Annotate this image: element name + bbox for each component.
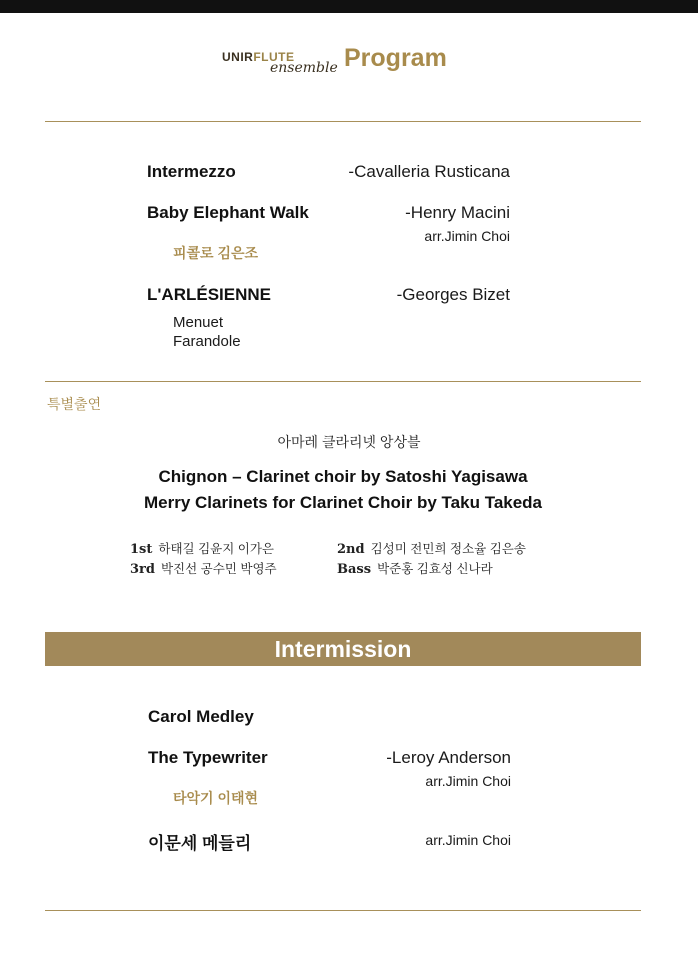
member-names-bass: 박준홍 김효성 신나라 — [377, 562, 493, 576]
piece-arranger-typewriter: arr.Jimin Choi — [425, 773, 511, 789]
divider-special — [45, 381, 641, 382]
piece-title-larlesienne: L'ARLÉSIENNE — [147, 285, 271, 304]
member-part-2nd: 2nd — [337, 542, 365, 557]
piece-title-carol-medley: Carol Medley — [148, 707, 254, 726]
piece-title-medley-korean: 이문세 메들리 — [148, 834, 252, 853]
piece-soloist-typewriter: 타악기 이태현 — [173, 790, 259, 806]
piece-soloist-baby-elephant-walk: 피콜로 김은조 — [173, 245, 259, 261]
logo-unir-text: UNIR — [222, 50, 254, 64]
member-row-1st — [130, 539, 274, 557]
top-bar — [0, 0, 698, 13]
piece-title-typewriter: The Typewriter — [148, 748, 268, 767]
piece-composer-larlesienne: -Georges Bizet — [396, 285, 510, 304]
member-names-3rd: 박진선 공수민 박영주 — [160, 562, 277, 576]
special-guest-label: 특별출연 — [47, 396, 102, 412]
guest-piece-chignon: Chignon – Clarinet choir by Satoshi Yagisawa — [158, 467, 528, 486]
movement-menuet: Menuet — [173, 314, 224, 331]
piece-arranger-medley-korean: arr.Jimin Choi — [425, 832, 511, 848]
page-title: Program — [344, 44, 447, 72]
member-names-1st: 하태길 김윤지 이가은 — [158, 542, 274, 556]
member-row-3rd — [130, 559, 277, 577]
logo-ensemble-text: ensemble — [270, 60, 338, 76]
divider-top — [45, 121, 641, 122]
member-names-2nd: 김성미 전민희 정소율 김은송 — [370, 542, 526, 556]
member-row-2nd — [337, 539, 526, 557]
movement-farandole: Farandole — [173, 333, 241, 350]
logo-flute-text: FLUTE — [253, 50, 295, 64]
member-row-bass — [337, 559, 493, 577]
divider-bottom — [45, 910, 641, 911]
intermission-banner: Intermission — [45, 632, 641, 666]
member-part-1st: 1st — [130, 542, 153, 557]
piece-title-baby-elephant-walk: Baby Elephant Walk — [147, 203, 309, 222]
piece-arranger-baby-elephant-walk: arr.Jimin Choi — [424, 228, 510, 244]
piece-composer-intermezzo: -Cavalleria Rusticana — [348, 162, 510, 181]
guest-ensemble-name: 아마레 클라리넷 앙상블 — [277, 434, 421, 450]
member-part-bass: Bass — [337, 562, 372, 577]
piece-title-intermezzo: Intermezzo — [147, 162, 236, 181]
member-part-3rd: 3rd — [130, 562, 155, 577]
piece-composer-baby-elephant-walk: -Henry Macini — [405, 203, 510, 222]
piece-composer-typewriter: -Leroy Anderson — [386, 748, 511, 767]
guest-piece-merry-clarinets: Merry Clarinets for Clarinet Choir by Taku Takeda — [143, 493, 543, 512]
